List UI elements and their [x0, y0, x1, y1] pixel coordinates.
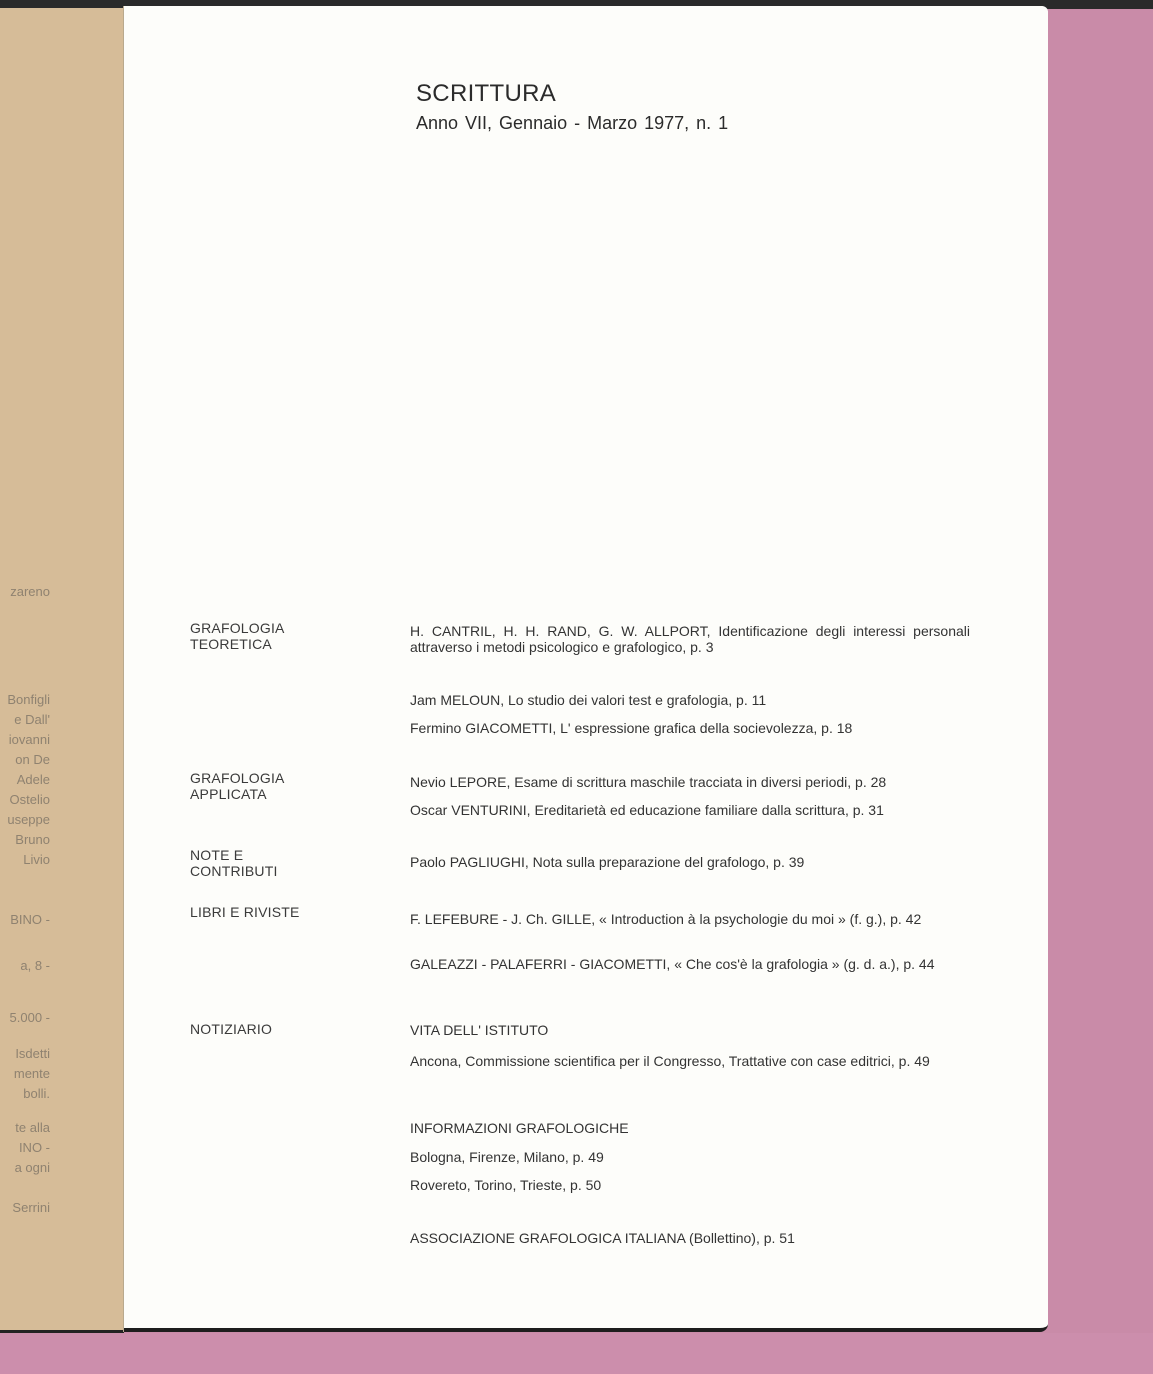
- back-cover-text: zareno: [10, 584, 50, 599]
- toc-entry: ASSOCIAZIONE GRAFOLOGICA ITALIANA (Bollettino), p. 51: [410, 1230, 795, 1246]
- section-label-line: GRAFOLOGIA: [190, 620, 285, 636]
- toc-entry: Paolo PAGLIUGHI, Nota sulla preparazione del grafologo, p. 39: [410, 854, 805, 870]
- back-cover-text: Isdetti: [15, 1046, 50, 1061]
- section-label-line: GRAFOLOGIA: [190, 770, 285, 786]
- toc-entry: GALEAZZI - PALAFERRI - GIACOMETTI, « Che cos'è la grafologia » (g. d. a.), p. 44: [410, 956, 935, 972]
- back-cover-text: iovanni: [8, 732, 50, 747]
- back-cover-text: Serrini: [12, 1200, 50, 1215]
- back-cover-text: Adele: [16, 772, 50, 787]
- section-label-grafologia-teoretica: [190, 620, 285, 652]
- toc-entry: Rovereto, Torino, Trieste, p. 50: [410, 1177, 602, 1193]
- section-label-grafologia-applicata: [190, 770, 285, 802]
- toc-subheading: VITA DELL' ISTITUTO: [410, 1022, 549, 1038]
- back-cover-text: mente: [13, 1066, 50, 1081]
- section-label-line: CONTRIBUTI: [190, 863, 278, 879]
- toc-subheading: INFORMAZIONI GRAFOLOGICHE: [410, 1120, 629, 1136]
- back-cover-text: Livio: [23, 852, 50, 867]
- back-cover-text: te alla: [15, 1120, 50, 1135]
- toc-entry: H. CANTRIL, H. H. RAND, G. W. ALLPORT, Identificazione degli interessi personali attraverso i metodi psicologico e grafologico, p. 3: [410, 623, 970, 655]
- section-label-line: LIBRI E RIVISTE: [190, 904, 300, 920]
- section-label-line: NOTE E: [190, 847, 244, 863]
- back-cover-strip: [0, 8, 124, 1333]
- table-of-contents-page: [124, 6, 1048, 1332]
- background-surface: [0, 1333, 1153, 1374]
- toc-entry: Oscar VENTURINI, Ereditarietà ed educazione familiare dalla scrittura, p. 31: [410, 802, 884, 818]
- back-cover-text: a ogni: [14, 1160, 50, 1175]
- toc-entry: Fermino GIACOMETTI, L' espressione grafica della socievolezza, p. 18: [410, 720, 853, 736]
- back-cover-text: bolli.: [23, 1086, 50, 1101]
- toc-entry: F. LEFEBURE - J. Ch. GILLE, « Introduction à la psychologie du moi » (f. g.), p. 42: [410, 911, 922, 927]
- back-cover-text: INO -: [18, 1140, 50, 1155]
- back-cover-text: BINO -: [10, 912, 50, 927]
- toc-entry: Jam MELOUN, Lo studio dei valori test e grafologia, p. 11: [410, 692, 767, 708]
- section-label-libri-e-riviste: [190, 904, 300, 920]
- back-cover-text: e Dall': [14, 712, 50, 727]
- back-cover-text: on De: [15, 752, 50, 767]
- section-label-note-e-contributi: [190, 847, 278, 879]
- back-cover-text: useppe: [7, 812, 50, 827]
- issue-info: Anno VII, Gennaio - Marzo 1977, n. 1: [416, 113, 729, 133]
- back-cover-text: a, 8 -: [20, 958, 50, 973]
- section-label-line: APPLICATA: [190, 786, 267, 802]
- back-cover-text: Bruno: [15, 832, 50, 847]
- toc-entry: Ancona, Commissione scientifica per il Congresso, Trattative con case editrici, p. 49: [410, 1053, 930, 1069]
- back-cover-text: Ostelio: [9, 792, 50, 807]
- section-label-notiziario: [190, 1021, 272, 1037]
- section-label-line: NOTIZIARIO: [190, 1021, 273, 1037]
- masthead: [416, 80, 728, 134]
- journal-title: SCRITTURA: [416, 80, 557, 107]
- section-label-line: TEORETICA: [190, 636, 272, 652]
- back-cover-text: Bonfigli: [7, 692, 50, 707]
- back-cover-text: 5.000 -: [9, 1010, 50, 1025]
- toc-entry: Nevio LEPORE, Esame di scrittura maschile tracciata in diversi periodi, p. 28: [410, 774, 887, 790]
- toc-entry: Bologna, Firenze, Milano, p. 49: [410, 1149, 604, 1165]
